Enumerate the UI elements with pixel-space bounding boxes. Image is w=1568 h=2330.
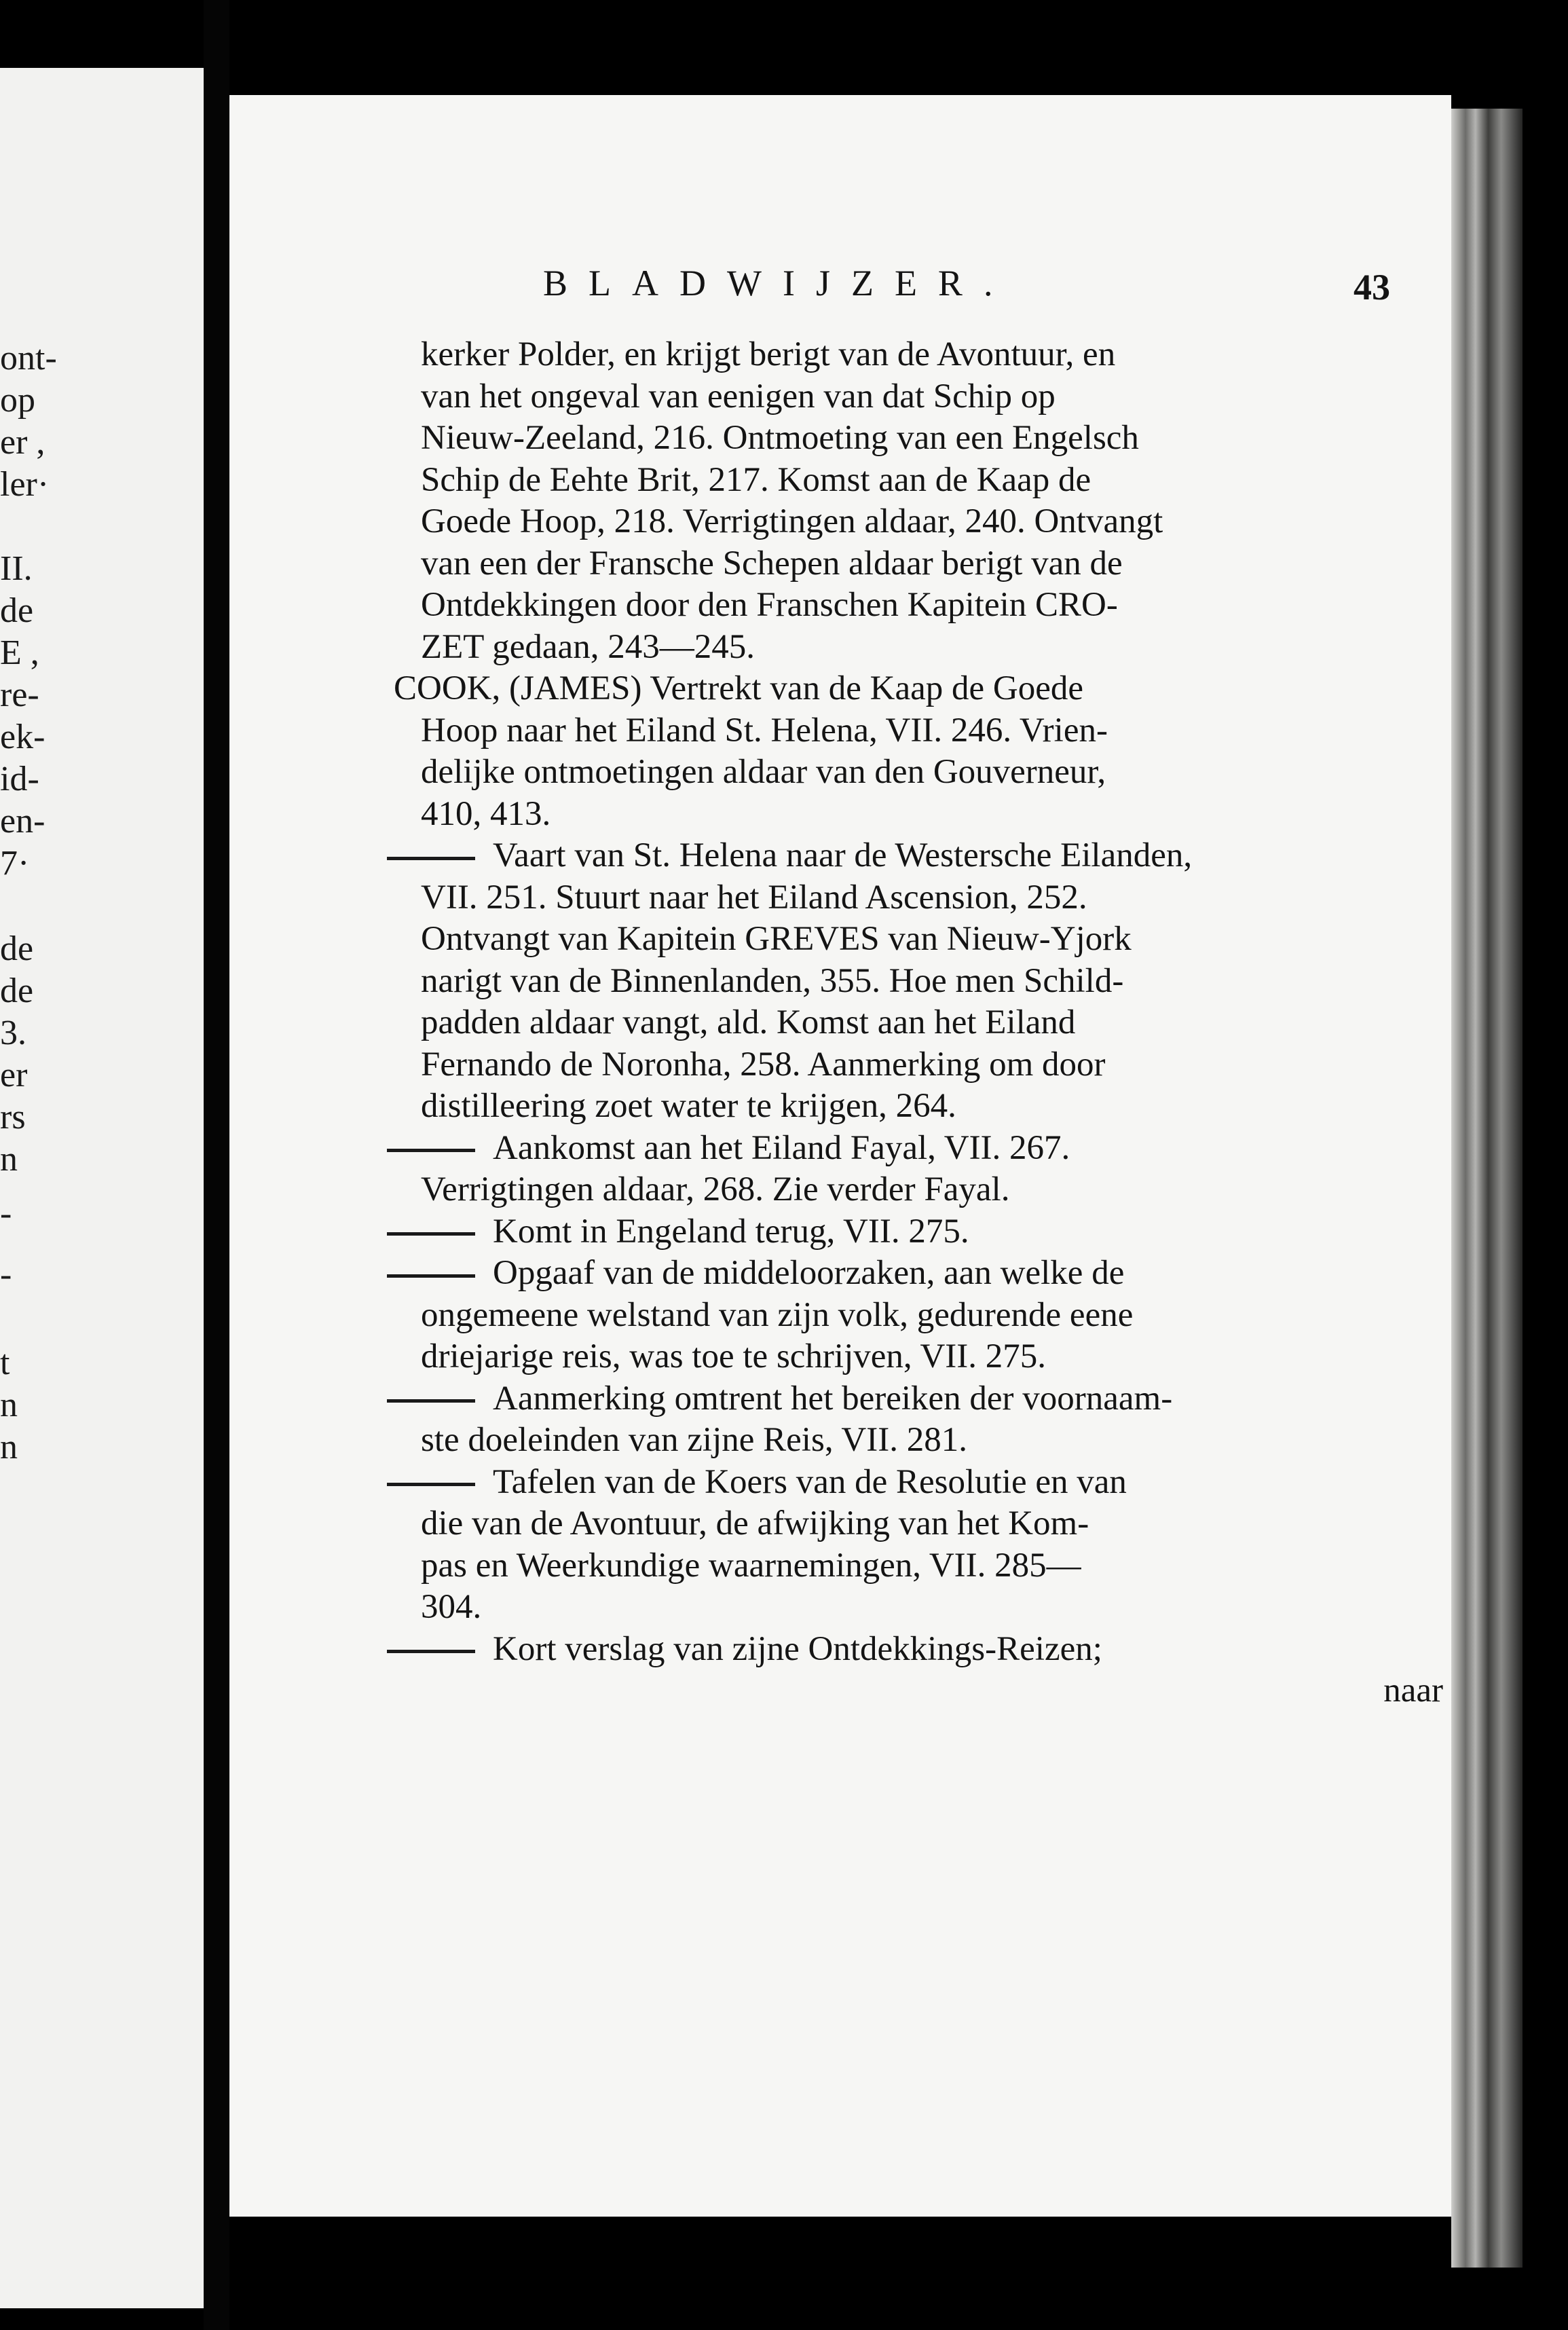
ditto-dash <box>387 857 475 860</box>
line-text: pas en Weerkundige waarnemingen, VII. 285— <box>421 1546 1081 1585</box>
line-text: Tafelen van de Koers van de Resolutie en van <box>493 1462 1127 1501</box>
text-line <box>421 835 1430 877</box>
fragment: ler· <box>0 465 50 504</box>
line-text: kerker Polder, en krijgt berigt van de Avontuur, en <box>421 335 1116 373</box>
page-header <box>229 262 1451 323</box>
line-text: Hoop naar het Eiland St. Helena, VII. 246. Vrien- <box>421 711 1108 750</box>
index-text <box>394 334 1443 1712</box>
line-text: Ontdekkingen door den Franschen Kapitein CRO- <box>421 586 1118 624</box>
text-line <box>421 710 1430 752</box>
fragment: ont- <box>0 339 57 377</box>
line-text: van een der Fransche Schepen aldaar berigt van de <box>421 544 1123 582</box>
fragment: er , <box>0 423 45 462</box>
line-text: Nieuw-Zeeland, 216. Ontmoeting van een Engelsch <box>421 419 1139 457</box>
text-line <box>421 543 1430 585</box>
line-text: 410, 413. <box>421 794 551 833</box>
index-subentry <box>421 1378 1430 1462</box>
line-text: Komt in Engeland terug, VII. 275. <box>493 1212 969 1251</box>
line-text: narigt van de Binnenlanden, 355. Hoe men Schild- <box>421 961 1124 1000</box>
line-text: Vaart van St. Helena naar de Westersche Eilanden, <box>493 836 1193 874</box>
line-text: Aanmerking omtrent het bereiken der voornaam- <box>493 1379 1173 1418</box>
line-text: van het ongeval van eenigen van dat Schip op <box>421 377 1056 415</box>
fragment: E , <box>0 633 39 672</box>
text-line <box>421 1378 1430 1420</box>
text-line <box>421 877 1430 919</box>
line-text: ste doeleinden van zijne Reis, VII. 281. <box>421 1421 967 1459</box>
fragment: 3. <box>0 1014 26 1052</box>
text-line <box>421 794 1430 836</box>
fragment: - <box>0 1194 12 1233</box>
page-fore-edge <box>1451 109 1523 2268</box>
text-line <box>421 1044 1430 1086</box>
text-line <box>421 961 1430 1003</box>
line-text: ongemeene welstand van zijn volk, gedurende eene <box>421 1295 1134 1334</box>
text-line <box>421 1169 1430 1211</box>
fragment: de <box>0 929 34 968</box>
line-text: VII. 251. Stuurt naar het Eiland Ascension, 252. <box>421 878 1087 917</box>
line-text: Verrigtingen aldaar, 268. Zie verder Fayal. <box>421 1170 1010 1208</box>
text-line <box>421 501 1430 543</box>
index-subentry <box>421 1629 1430 1671</box>
text-line <box>421 627 1430 669</box>
fragment: en- <box>0 802 45 840</box>
fragment: ek- <box>0 718 45 756</box>
fragment: de <box>0 591 34 630</box>
running-head: BLADWIJZER. <box>543 263 1014 303</box>
line-text: Ontvangt van Kapitein GREVES van Nieuw-Yjork <box>421 920 1132 958</box>
text-line <box>421 1336 1430 1378</box>
fragment: er <box>0 1056 28 1094</box>
text-line <box>421 919 1430 961</box>
ditto-dash <box>387 1274 475 1278</box>
line-text: COOK, (JAMES) Vertrekt van de Kaap de Goede <box>394 669 1083 707</box>
ditto-dash <box>387 1232 475 1236</box>
line-text: Kort verslag van zijne Ontdekkings-Reizen; <box>493 1629 1102 1668</box>
line-text: driejarige reis, was toe te schrijven, VII. 275. <box>421 1337 1047 1375</box>
text-line <box>421 752 1430 794</box>
ditto-dash <box>387 1149 475 1152</box>
index-subentry <box>421 1211 1430 1253</box>
text-line <box>421 1587 1430 1629</box>
text-line <box>421 376 1430 418</box>
text-line <box>421 1462 1430 1504</box>
line-text: Opgaaf van de middeloorzaken, aan welke de <box>493 1254 1125 1292</box>
line-text: Aankomst aan het Eiland Fayal, VII. 267. <box>493 1128 1070 1167</box>
book-page <box>229 95 1451 2217</box>
index-subentry <box>421 1128 1430 1211</box>
fragment: re- <box>0 676 39 714</box>
line-text: ZET gedaan, 243—245. <box>421 627 755 666</box>
ditto-dash <box>387 1650 475 1653</box>
index-subentry <box>421 1462 1430 1629</box>
fragment: n <box>0 1140 18 1179</box>
text-line <box>421 1128 1430 1170</box>
ditto-dash <box>387 1483 475 1486</box>
fragment: 7· <box>0 844 30 883</box>
fragment: II. <box>0 549 33 588</box>
text-line <box>421 585 1430 627</box>
text-line <box>421 1420 1430 1462</box>
fragment: n <box>0 1428 18 1466</box>
line-text: Fernando de Noronha, 258. Aanmerking om door <box>421 1045 1106 1084</box>
index-entry-continuation <box>421 334 1430 668</box>
index-subentry <box>421 1253 1430 1378</box>
text-line <box>421 460 1430 502</box>
fragment: t <box>0 1344 10 1382</box>
line-text: delijke ontmoetingen aldaar van den Gouverneur, <box>421 753 1106 791</box>
text-line <box>421 1295 1430 1337</box>
line-text: Schip de Eehte Brit, 217. Komst aan de Kaap de <box>421 460 1091 499</box>
fragment: op <box>0 381 35 420</box>
text-line <box>421 1503 1430 1545</box>
text-line <box>421 1086 1430 1128</box>
line-text: distilleering zoet water te krijgen, 264. <box>421 1087 956 1125</box>
fragment: rs <box>0 1098 26 1136</box>
text-line <box>394 668 1430 710</box>
text-line <box>421 418 1430 460</box>
ditto-dash <box>387 1399 475 1403</box>
text-line <box>421 1211 1430 1253</box>
text-line <box>421 1253 1430 1295</box>
text-line <box>421 1545 1430 1587</box>
page-number: 43 <box>1354 267 1390 308</box>
book-gutter <box>204 0 229 2330</box>
text-line <box>421 1002 1430 1044</box>
line-text: die van de Avontuur, de afwijking van het Kom- <box>421 1504 1089 1542</box>
text-line <box>421 334 1430 376</box>
text-line <box>421 1629 1430 1671</box>
fragment: id- <box>0 760 39 798</box>
fragment: de <box>0 972 34 1010</box>
line-text: padden aldaar vangt, ald. Komst aan het Eiland <box>421 1003 1076 1041</box>
fragment: n <box>0 1386 18 1424</box>
fragment: - <box>0 1255 12 1294</box>
index-subentry <box>421 835 1430 1128</box>
catchword: naar <box>1383 1671 1443 1709</box>
facing-page <box>0 68 204 2308</box>
line-text: 304. <box>421 1588 482 1626</box>
index-entry-head <box>394 668 1430 835</box>
line-text: Goede Hoop, 218. Verrigtingen aldaar, 240. Ontvangt <box>421 502 1163 540</box>
